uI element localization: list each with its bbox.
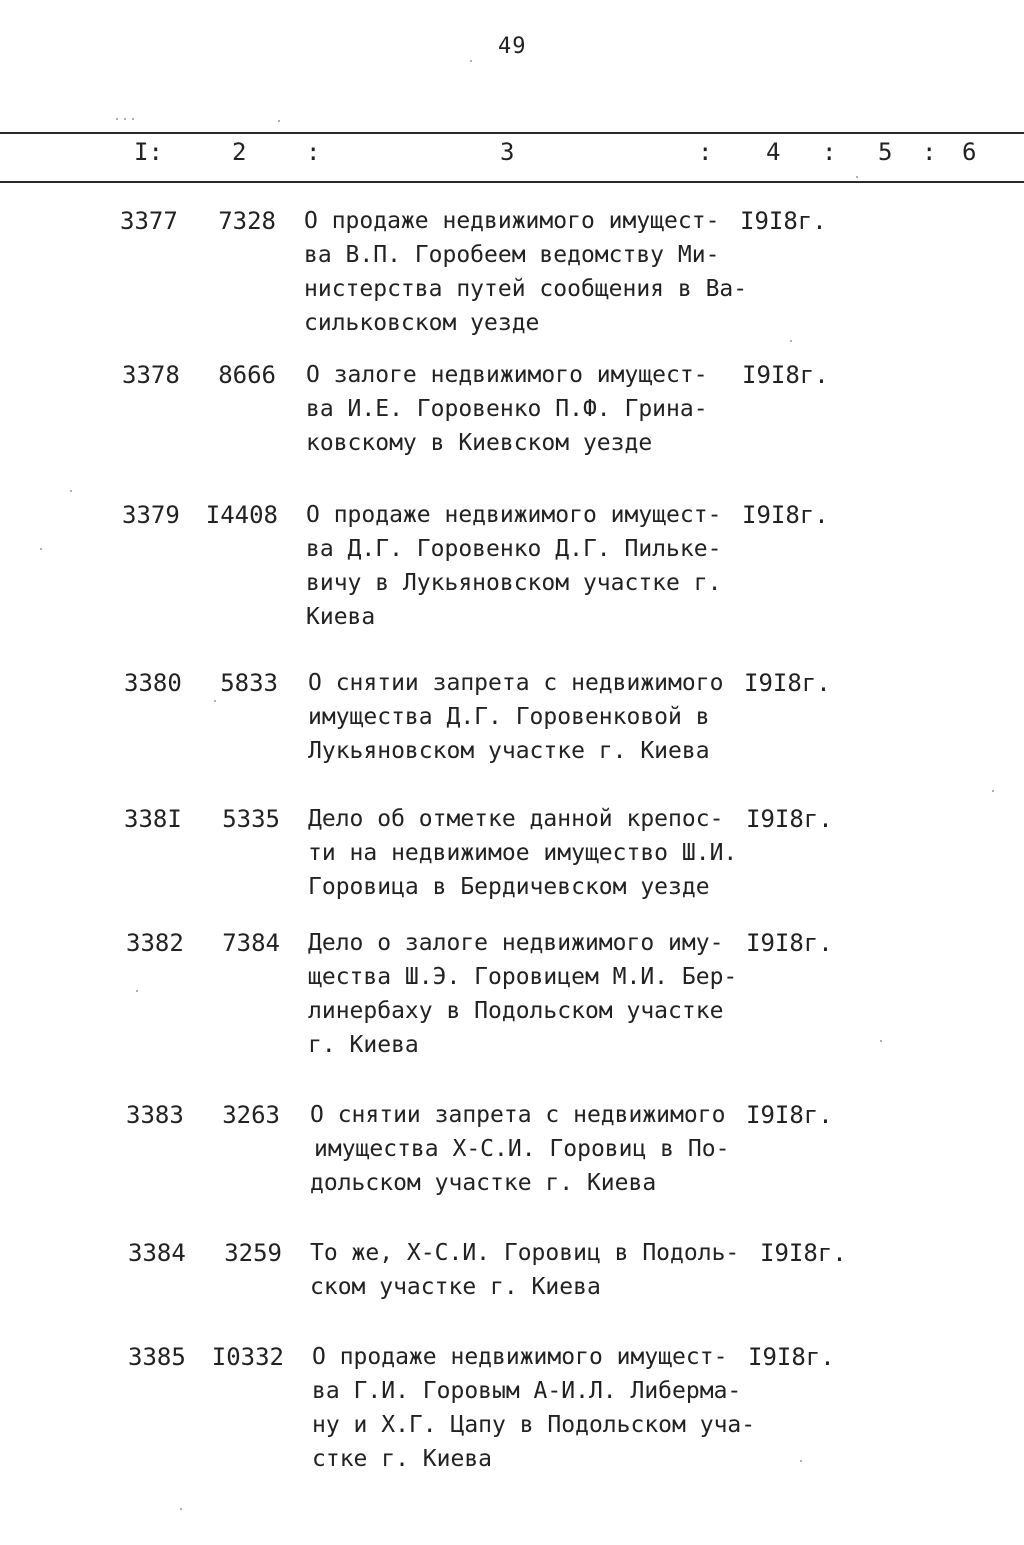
record-title <box>306 358 746 460</box>
title-line: дольском участке г. Киева <box>310 1170 657 1196</box>
header-bottom-rule <box>0 181 1024 183</box>
column-header-3: 3 <box>500 138 515 166</box>
header-top-rule <box>0 132 1024 134</box>
scan-speck <box>992 790 994 792</box>
record-year: I9I8г. <box>746 929 833 957</box>
record-title <box>310 1236 750 1304</box>
column-separator: : <box>922 138 937 166</box>
title-line: Горовица в Бердичевском уезде <box>308 874 710 900</box>
record-year: I9I8г. <box>760 1239 847 1267</box>
title-line: линербаху в Подольском участке <box>308 998 724 1024</box>
record-year: I9I8г. <box>746 1101 833 1129</box>
title-line: То же, Х-С.И. Горовиц в Подоль- <box>310 1240 740 1266</box>
title-line: Дело об отметке данной крепос- <box>308 806 724 832</box>
column-separator: : <box>822 138 837 166</box>
record-number: 3384 <box>128 1239 186 1267</box>
record-year: I9I8г. <box>746 805 833 833</box>
title-line: ну и Х.Г. Цапу в Подольском уча- <box>312 1412 756 1438</box>
column-header-6: 6 <box>962 138 977 166</box>
title-line: О продаже недвижимого имущест- <box>312 1344 728 1370</box>
title-line: ковскому в Киевском уезде <box>306 430 653 456</box>
scan-speck <box>116 118 118 120</box>
page-number: 49 <box>498 34 527 59</box>
scan-speck <box>278 120 280 122</box>
original-number: 7384 <box>222 929 280 957</box>
scan-speck <box>880 1040 882 1042</box>
original-number: 5335 <box>222 805 280 833</box>
record-title <box>304 204 748 340</box>
record-number: 338I <box>124 805 182 833</box>
scan-speck <box>124 118 126 120</box>
record-number: 3383 <box>126 1101 184 1129</box>
original-number: 3263 <box>222 1101 280 1129</box>
scan-speck <box>136 990 138 992</box>
title-line: О продаже недвижимого имущест- <box>304 208 720 234</box>
record-year: I9I8г. <box>742 501 829 529</box>
scan-speck <box>470 60 472 62</box>
title-line: О снятии запрета с недвижимого <box>310 1102 726 1128</box>
record-number: 3382 <box>126 929 184 957</box>
title-line: ти на недвижимое имущество Ш.И. <box>308 840 738 866</box>
record-number: 3380 <box>124 669 182 697</box>
title-line: г. Киева <box>308 1032 419 1058</box>
title-line: О продаже недвижимого имущест- <box>306 502 722 528</box>
column-header-2: 2 <box>232 138 247 166</box>
original-number: 7328 <box>218 207 276 235</box>
column-header-1: I: <box>134 138 163 166</box>
title-line: нистерства путей сообщения в Ва- <box>304 276 748 302</box>
title-line: ва Д.Г. Горовенко Д.Г. Пильке- <box>306 536 722 562</box>
scan-speck <box>40 548 42 550</box>
title-line: сильковском уезде <box>304 310 540 336</box>
title-line: стке г. Киева <box>312 1446 493 1472</box>
record-title <box>306 498 746 634</box>
title-line: Дело о залоге недвижимого иму- <box>308 930 724 956</box>
scan-speck <box>214 700 216 702</box>
record-number: 3379 <box>122 501 180 529</box>
title-line: О снятии запрета с недвижимого <box>308 670 724 696</box>
record-title <box>308 666 748 768</box>
scan-speck <box>790 340 792 342</box>
title-line: вичу в Лукьяновском участке г. <box>306 570 722 596</box>
scan-speck <box>180 1508 182 1510</box>
title-line: имущества Д.Г. Горовенковой в <box>308 704 710 730</box>
original-number: I4408 <box>205 501 278 529</box>
scan-speck <box>70 490 72 492</box>
title-line: ва И.Е. Горовенко П.Ф. Грина- <box>306 396 708 422</box>
title-line: Лукьяновском участке г. Киева <box>308 738 710 764</box>
original-number: I0332 <box>211 1343 284 1371</box>
scan-speck <box>800 1460 802 1462</box>
column-header-4: 4 <box>766 138 781 166</box>
record-number: 3377 <box>120 207 178 235</box>
column-header-5: 5 <box>878 138 893 166</box>
title-line: ва Г.И. Горовым А-И.Л. Либерма- <box>312 1378 742 1404</box>
record-title <box>308 926 748 1062</box>
title-line: Киева <box>306 604 376 630</box>
original-number: 3259 <box>224 1239 282 1267</box>
record-number: 3385 <box>128 1343 186 1371</box>
record-title <box>310 1098 750 1200</box>
title-line: имущества Х-С.И. Горовиц в По- <box>314 1136 730 1162</box>
scan-speck <box>132 118 134 120</box>
record-year: I9I8г. <box>740 207 827 235</box>
title-line: ском участке г. Киева <box>310 1274 601 1300</box>
scan-speck <box>856 176 858 178</box>
record-title <box>308 802 748 904</box>
original-number: 8666 <box>218 361 276 389</box>
record-year: I9I8г. <box>742 361 829 389</box>
original-number: 5833 <box>220 669 278 697</box>
column-separator: : <box>698 138 713 166</box>
record-number: 3378 <box>122 361 180 389</box>
column-separator: : <box>306 138 321 166</box>
title-line: О залоге недвижимого имущест- <box>306 362 708 388</box>
record-year: I9I8г. <box>744 669 831 697</box>
title-line: щества Ш.Э. Горовицем М.И. Бер- <box>308 964 738 990</box>
title-line: ва В.П. Горобеем ведомству Ми- <box>304 242 720 268</box>
record-year: I9I8г. <box>748 1343 835 1371</box>
record-title <box>312 1340 756 1476</box>
